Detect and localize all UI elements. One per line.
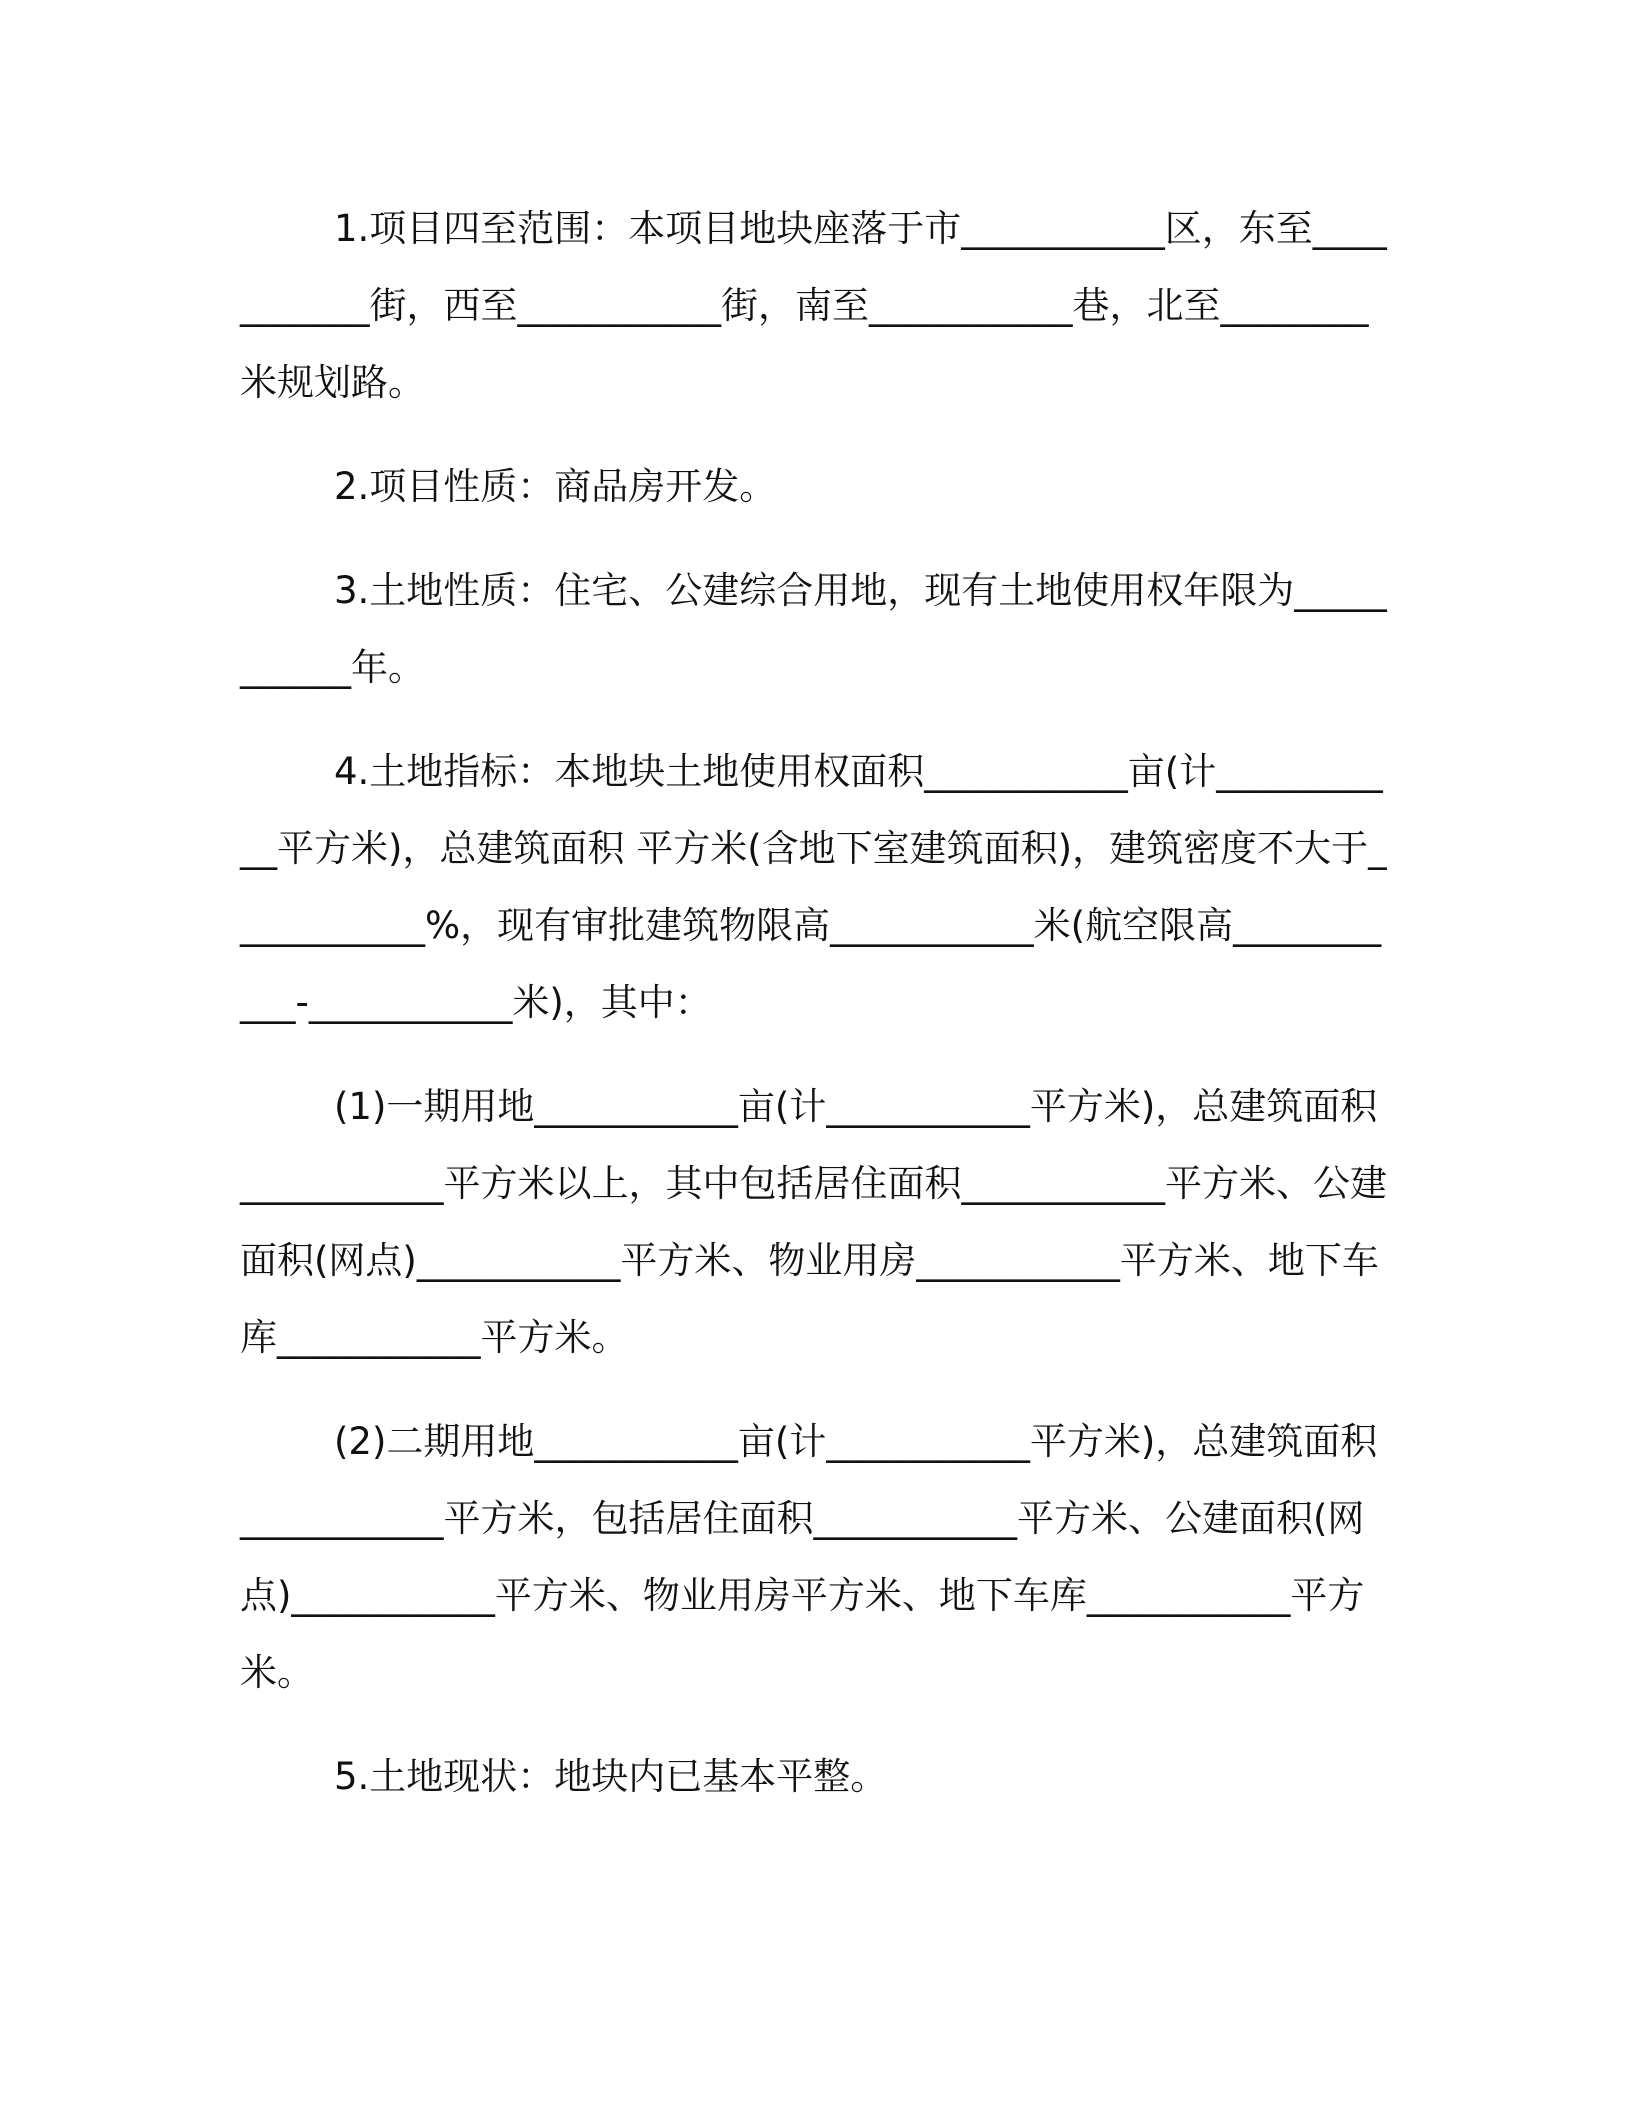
paragraph-project-nature: 2.项目性质：商品房开发。: [334, 465, 777, 508]
paragraph-project-boundaries: 1.项目四至范围：本项目地块座落于市___________区，东至___________街，西至___________街，南至___________巷，北至________米规划路。: [240, 207, 1387, 404]
paragraph-phase-one: (1)一期用地___________亩(计___________平方米)，总建筑面积___________平方米以上，其中包括居住面积___________平方米、公建面积(网点)___________平方米、物业用房___________平方米、地下车库___________平方米。: [240, 1085, 1387, 1359]
paragraph-land-nature: 3.土地性质：住宅、公建综合用地，现有土地使用权年限为___________年。: [240, 569, 1387, 689]
paragraph-land-status: 5.土地现状：地块内已基本平整。: [334, 1755, 888, 1798]
document-page: [240, 190, 1390, 1842]
paragraph-land-indicators: 4.土地指标：本地块土地使用权面积___________亩(计___________平方米)，总建筑面积 平方米(含地下室建筑面积)，建筑密度不大于___________%，现有审批建筑物限高___________米(航空限高___________-___________米)，其中：: [240, 750, 1387, 1024]
paragraph-phase-two: (2)二期用地___________亩(计___________平方米)，总建筑面积___________平方米，包括居住面积___________平方米、公建面积(网点)___________平方米、物业用房平方米、地下车库___________平方米。: [240, 1420, 1378, 1694]
